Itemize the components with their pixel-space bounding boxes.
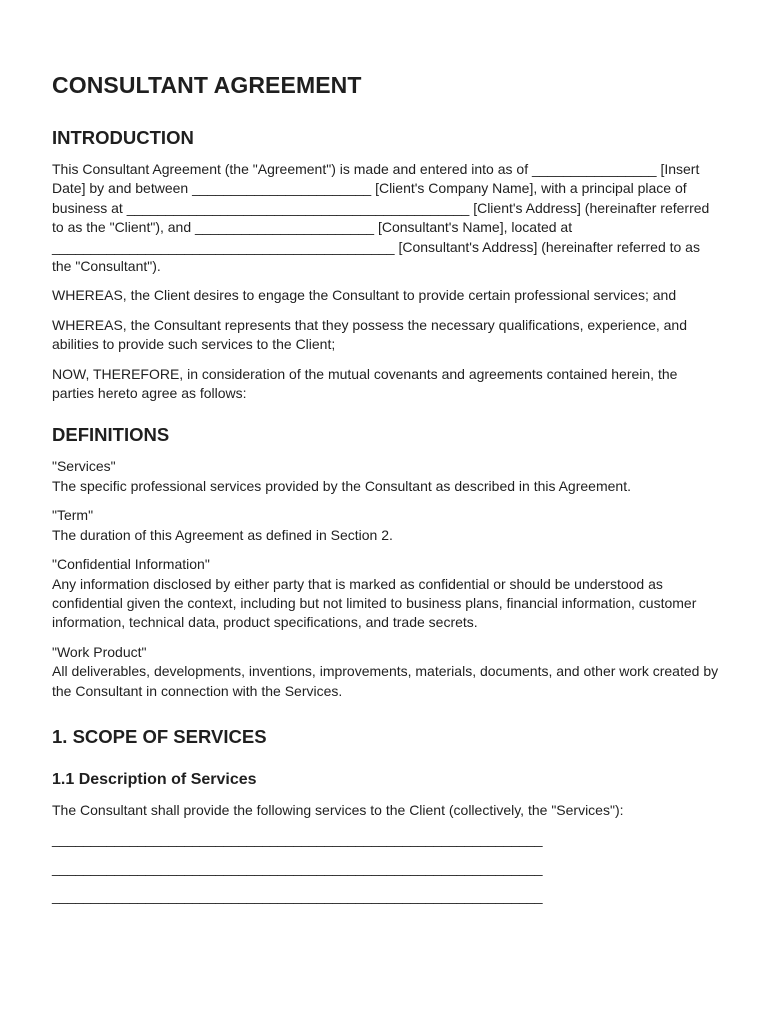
introduction-heading: INTRODUCTION [52,127,194,148]
introduction-paragraph-parties: This Consultant Agreement (the "Agreement") is made and entered into as of ________________ [Insert Date] by and between _______________________ [Client's Company Name], with a principal place of business at ____________________________________________ [Client's Address] (hereinafter referred to as the "Client"), and _______________________ [Consultant's Name], located at ____________________________________________ [Consultant's Address] (hereinafter referred to as the "Consultant"). [52,161,710,275]
definition-text: Any information disclosed by either party that is marked as confidential or should be understood as confidential given the context, including but not limited to business plans, financial information, customer information, technical data, product specifications, and trade secrets. [52,575,697,631]
definition-item [52,555,720,633]
description-of-services-subheading: 1.1 Description of Services [52,770,257,788]
definitions-list [52,457,720,700]
whereas-consultant-paragraph: WHEREAS, the Consultant represents that they possess the necessary qualifications, experience, and abilities to provide such services to the Client; [52,316,688,353]
definitions-heading: DEFINITIONS [52,424,170,446]
now-therefore-paragraph: NOW, THEREFORE, in consideration of the mutual covenants and agreements contained herein, the parties hereto agree as follows: [52,365,678,402]
services-intro-paragraph: The Consultant shall provide the following services to the Client (collectively, the "Services"): [52,801,624,818]
definition-item [52,643,720,701]
scope-of-services-heading: 1. SCOPE OF SERVICES [52,725,267,747]
definition-text: The specific professional services provided by the Consultant as described in this Agreement. [52,477,631,494]
definition-term: "Work Product" [52,643,147,660]
services-blank-line: _______________________________________________________________ [52,831,543,848]
definition-term: "Term" [52,507,94,524]
document-title: CONSULTANT AGREEMENT [52,72,362,98]
definition-item [52,457,720,496]
services-blank-line: _______________________________________________________________ [52,859,543,876]
definition-term: "Services" [52,458,116,475]
definition-text: All deliverables, developments, inventions, improvements, materials, documents, and other work created by the Consultant in connection with the Services. [52,663,719,699]
definition-text: The duration of this Agreement as defined in Section 2. [52,526,393,543]
definition-term: "Confidential Information" [52,556,210,573]
definition-item [52,506,720,545]
whereas-client-paragraph: WHEREAS, the Client desires to engage the Consultant to provide certain professional services; and [52,287,677,304]
services-blank-line: _______________________________________________________________ [52,888,543,905]
